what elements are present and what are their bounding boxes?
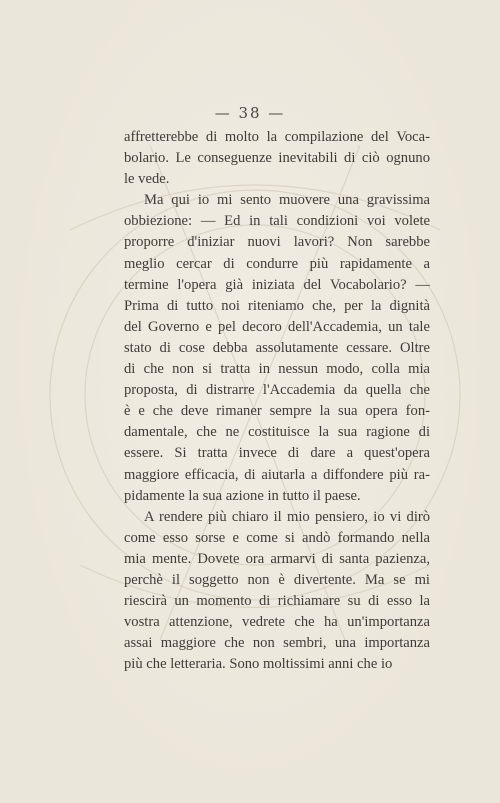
- body-text: [124, 127, 430, 675]
- text-line: meglio cercar di condurre più rapidamente a: [124, 255, 430, 272]
- page-number: — 38 —: [214, 104, 286, 122]
- text-line: stato di cose debba assolutamente cessare. Oltre: [124, 339, 430, 356]
- text-line: vostra attenzione, vedrete che ha un'importanza: [124, 614, 431, 631]
- text-line: proporre d'iniziar nuovi lavori? Non sarebbe: [124, 234, 430, 251]
- text-line: Ma qui io mi sento muovere una gravissima: [144, 192, 431, 209]
- text-line: più che letteraria. Sono moltissimi anni che io: [124, 656, 393, 673]
- text-line: è e che deve rimaner sempre la sua opera fon-: [124, 403, 430, 420]
- text-line: assai maggiore che non sembri, una importanza: [124, 635, 430, 652]
- text-line: come esso sorse e come si andò formando nella: [124, 529, 430, 546]
- text-line: riescirà un momento di richiamare su di esso la: [124, 593, 430, 610]
- text-line: mia mente. Dovete ora armarvi di santa pazienza,: [124, 550, 430, 567]
- text-line: essere. Si tratta invece di dare a quest'opera: [124, 445, 431, 462]
- text-line: perchè il soggetto non è divertente. Ma se mi: [124, 571, 430, 588]
- text-line: le vede.: [124, 171, 170, 188]
- text-line-content: bolario. Le conseguenze inevitabili di ciò ognuno: [124, 150, 430, 167]
- text-line: proposta, di distrarre l'Accademia da quella che: [124, 382, 430, 399]
- text-line: Prima di tutto noi riteniamo che, per la dignità: [124, 297, 431, 314]
- text-line: [124, 148, 430, 169]
- text-line-content: affretterebbe di molto la compilazione del Voca-: [124, 129, 430, 145]
- paragraph-2: [124, 190, 430, 506]
- paragraph-3: [124, 507, 430, 676]
- text-line: [124, 127, 430, 148]
- text-line: pidamente la sua azione in tutto il paese.: [124, 487, 361, 504]
- text-line: di che non si tratta in nessun modo, colla mia: [124, 361, 431, 378]
- paragraph-1: [124, 127, 430, 190]
- text-line: obbiezione: — Ed in tali condizioni voi volete: [124, 213, 431, 230]
- text-line: A rendere più chiaro il mio pensiero, io vi dirò: [144, 508, 431, 525]
- text-line: damentale, che ne costituisce la sua ragione di: [124, 424, 430, 441]
- text-line: termine l'opera già iniziata del Vocabolario? —: [124, 276, 430, 293]
- text-line: del Governo e pel decoro dell'Accademia, un tale: [124, 318, 430, 335]
- text-line: maggiore efficacia, di aiutarla a diffondere più ra-: [124, 466, 430, 483]
